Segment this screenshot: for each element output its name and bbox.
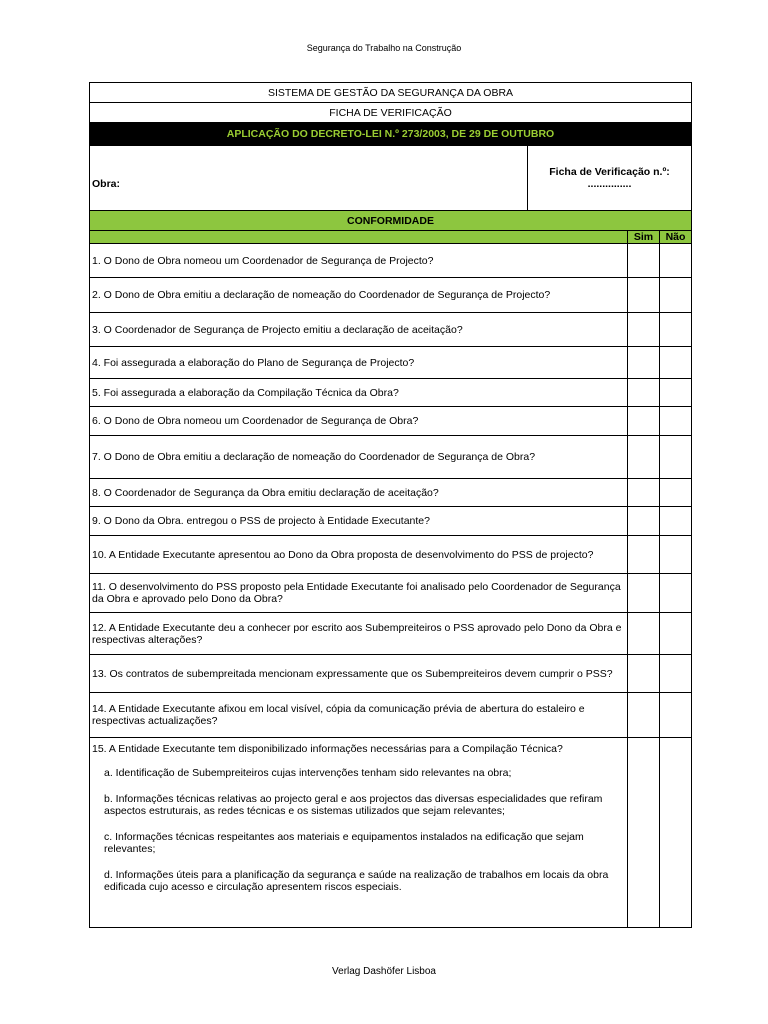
question-13: 13. Os contratos de subempreitada mencionam expressamente que os Subempreiteiros devem cumprir o PSS? <box>90 655 628 693</box>
sim-checkbox-3[interactable] <box>628 313 660 347</box>
sim-checkbox-4[interactable] <box>628 347 660 379</box>
question-8: 8. O Coordenador de Segurança da Obra emitiu declaração de aceitação? <box>90 479 628 507</box>
question-9: 9. O Dono da Obra. entregou o PSS de projecto à Entidade Executante? <box>90 507 628 536</box>
question-10: 10. A Entidade Executante apresentou ao Dono da Obra proposta de desenvolvimento do PSS de projecto? <box>90 536 628 574</box>
question-11: 11. O desenvolvimento do PSS proposto pela Entidade Executante foi analisado pelo Coordenador de Segurança da Obra e aprovado pelo Dono da Obra? <box>90 574 628 613</box>
verification-form <box>89 82 692 928</box>
nao-checkbox-8[interactable] <box>660 479 692 507</box>
question-15-item-d: d. Informações úteis para a planificação da segurança e saúde na realização de trabalhos em locais da obra edificada cujo acesso e circulação apresentem riscos especiais. <box>104 869 609 893</box>
nao-checkbox-7[interactable] <box>660 436 692 479</box>
sim-checkbox-1[interactable] <box>628 244 660 278</box>
sim-checkbox-13[interactable] <box>628 655 660 693</box>
decree-banner: APLICAÇÃO DO DECRETO-LEI N.º 273/2003, DE 29 DE OUTUBRO <box>90 123 692 146</box>
nao-checkbox-9[interactable] <box>660 507 692 536</box>
question-3: 3. O Coordenador de Segurança de Projecto emitiu a declaração de aceitação? <box>90 313 628 347</box>
sim-checkbox-9[interactable] <box>628 507 660 536</box>
conformidade-header: CONFORMIDADE <box>90 211 692 231</box>
nao-checkbox-3[interactable] <box>660 313 692 347</box>
question-4: 4. Foi assegurada a elaboração do Plano de Segurança de Projecto? <box>90 347 628 379</box>
question-15-item-c: c. Informações técnicas respeitantes aos materiais e equipamentos instalados na edificação que sejam relevantes; <box>104 831 584 855</box>
sim-checkbox-12[interactable] <box>628 613 660 655</box>
question-12: 12. A Entidade Executante deu a conhecer por escrito aos Subempreiteiros o PSS aprovado pelo Dono da Obra e respectivas alterações? <box>90 613 628 655</box>
sim-checkbox-11[interactable] <box>628 574 660 613</box>
question-14: 14. A Entidade Executante afixou em local visível, cópia da comunicação prévia de abertura do estaleiro e respectivas actualizações? <box>90 693 628 738</box>
nao-checkbox-15[interactable] <box>660 738 692 928</box>
nao-checkbox-14[interactable] <box>660 693 692 738</box>
nao-column-header: Não <box>660 231 692 244</box>
question-6: 6. O Dono de Obra nomeou um Coordenador de Segurança de Obra? <box>90 407 628 436</box>
question-15-text: 15. A Entidade Executante tem disponibilizado informações necessárias para a Compilação Técnica? <box>92 743 563 755</box>
form-title: SISTEMA DE GESTÃO DA SEGURANÇA DA OBRA <box>90 83 692 103</box>
question-7: 7. O Dono de Obra emitiu a declaração de nomeação do Coordenador de Segurança de Obra? <box>90 436 628 479</box>
sim-checkbox-2[interactable] <box>628 278 660 313</box>
nao-checkbox-5[interactable] <box>660 379 692 407</box>
sim-checkbox-6[interactable] <box>628 407 660 436</box>
nao-checkbox-6[interactable] <box>660 407 692 436</box>
sim-checkbox-10[interactable] <box>628 536 660 574</box>
ficha-dots: ............... <box>587 178 632 190</box>
ficha-number-field[interactable] <box>528 146 692 211</box>
nao-checkbox-11[interactable] <box>660 574 692 613</box>
column-header-blank <box>90 231 628 244</box>
sim-checkbox-5[interactable] <box>628 379 660 407</box>
ficha-label: Ficha de Verificação n.º: <box>549 166 670 178</box>
obra-field[interactable] <box>90 146 528 211</box>
nao-checkbox-4[interactable] <box>660 347 692 379</box>
sim-checkbox-14[interactable] <box>628 693 660 738</box>
question-5: 5. Foi assegurada a elaboração da Compilação Técnica da Obra? <box>90 379 628 407</box>
sim-checkbox-7[interactable] <box>628 436 660 479</box>
question-1: 1. O Dono de Obra nomeou um Coordenador de Segurança de Projecto? <box>90 244 628 278</box>
sim-checkbox-8[interactable] <box>628 479 660 507</box>
form-subtitle: FICHA DE VERIFICAÇÃO <box>90 103 692 123</box>
nao-checkbox-13[interactable] <box>660 655 692 693</box>
nao-checkbox-10[interactable] <box>660 536 692 574</box>
page-footer: Verlag Dashöfer Lisboa <box>332 966 436 977</box>
nao-checkbox-12[interactable] <box>660 613 692 655</box>
question-15-item-a: a. Identificação de Subempreiteiros cujas intervenções tenham sido relevantes na obra; <box>104 767 512 779</box>
sim-column-header: Sim <box>628 231 660 244</box>
question-15 <box>90 738 628 928</box>
nao-checkbox-2[interactable] <box>660 278 692 313</box>
obra-label: Obra: <box>92 178 121 190</box>
nao-checkbox-1[interactable] <box>660 244 692 278</box>
sim-checkbox-15[interactable] <box>628 738 660 928</box>
page-header: Segurança do Trabalho na Construção <box>306 43 462 53</box>
question-15-item-b: b. Informações técnicas relativas ao projecto geral e aos projectos das diversas especialidades que refiram aspectos estruturais, as redes técnicas e os sistemas utilizados que sejam relevantes; <box>104 793 603 817</box>
question-2: 2. O Dono de Obra emitiu a declaração de nomeação do Coordenador de Segurança de Projecto? <box>90 278 628 313</box>
